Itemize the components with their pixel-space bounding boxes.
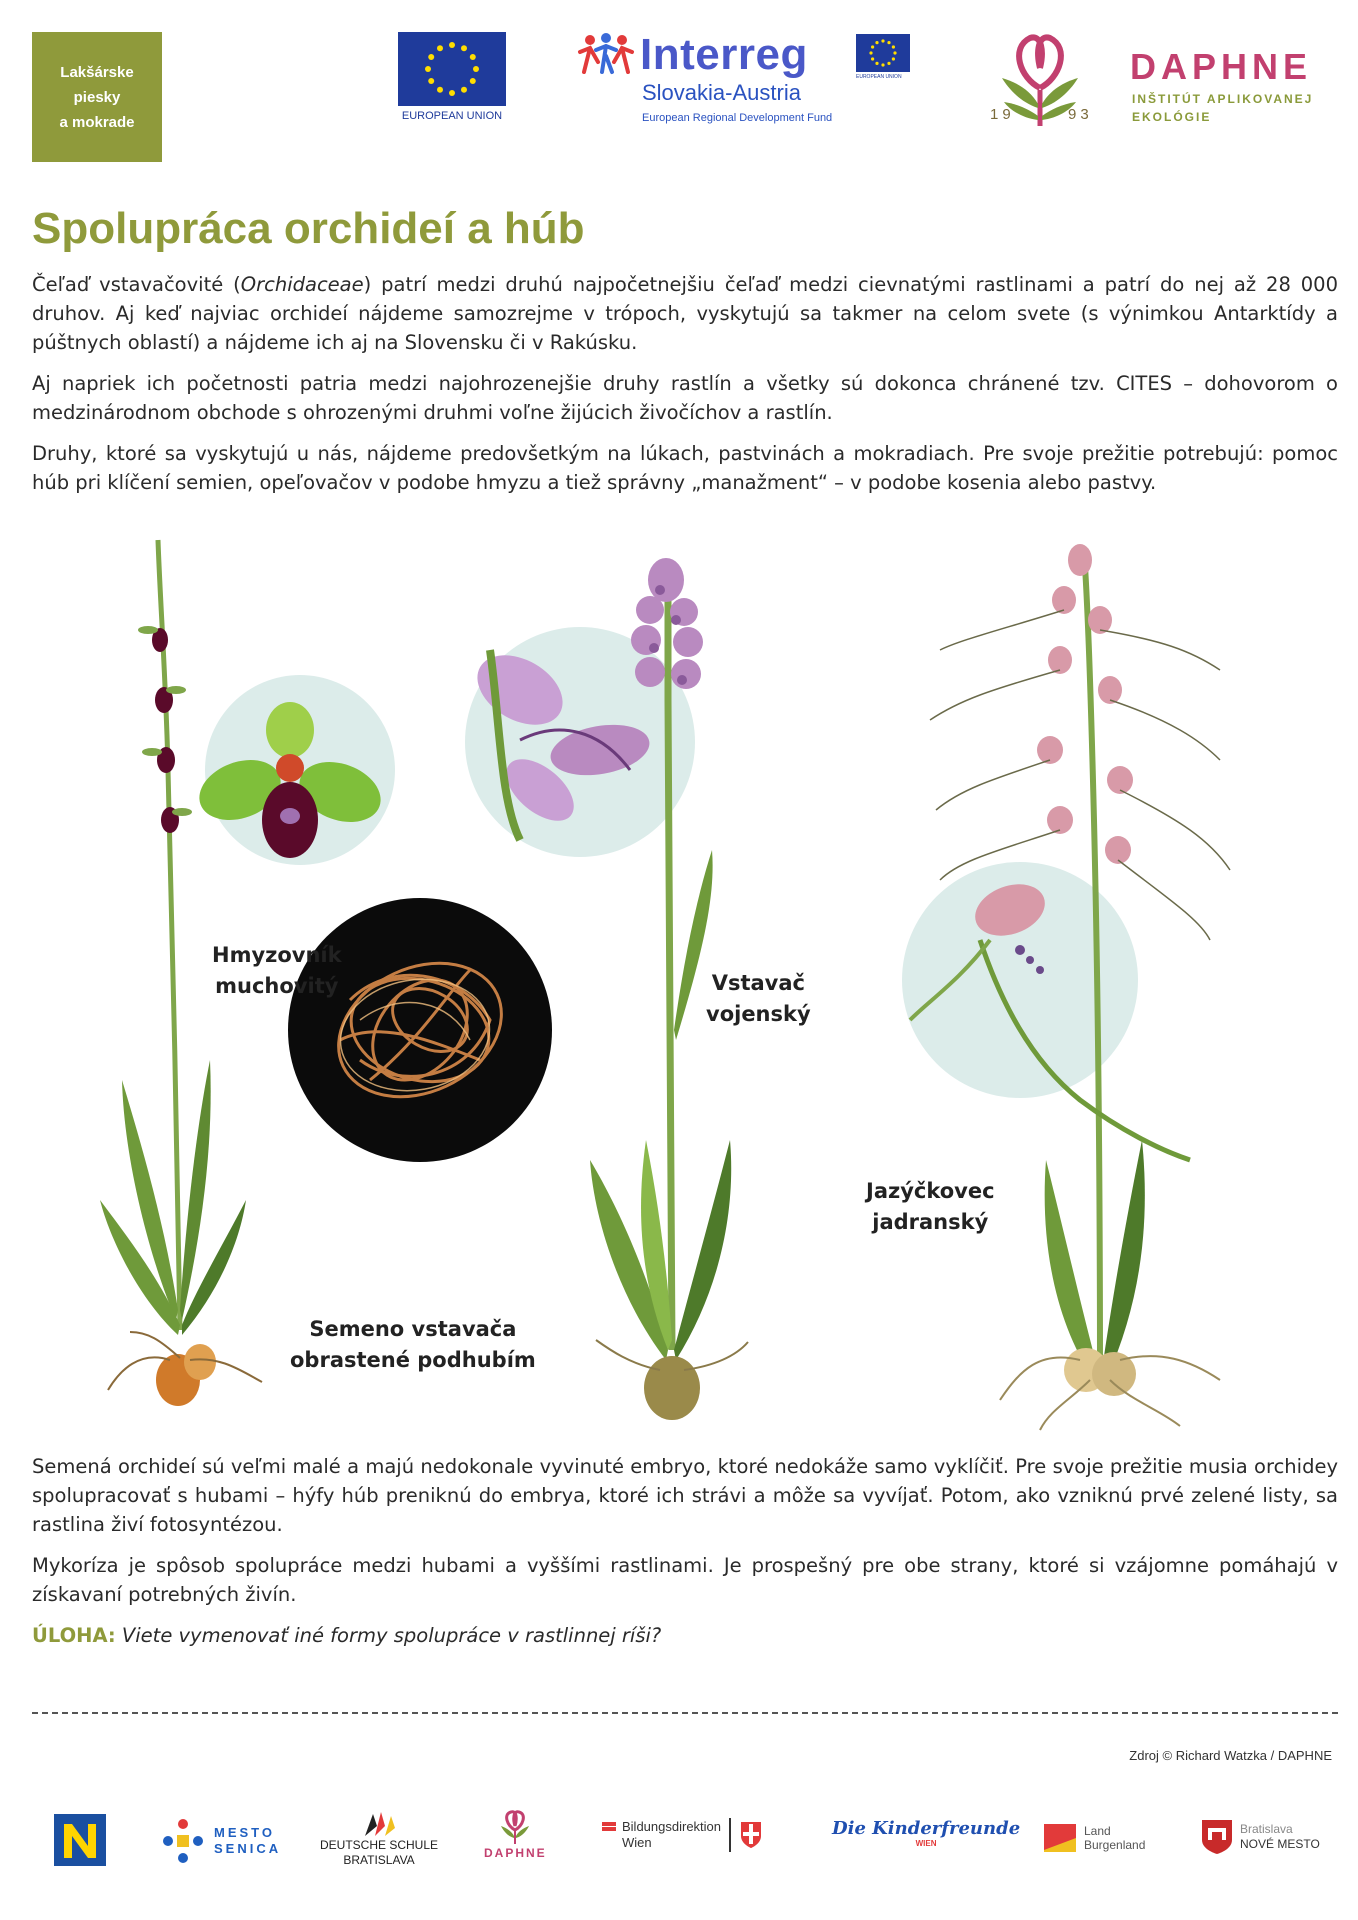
eu-star-icon (887, 41, 890, 44)
lakarske-logo-line2: piesky (73, 88, 121, 106)
lakarske-logo-line1: Lakšárske (60, 63, 134, 81)
senica-icon (158, 1816, 208, 1866)
daphne-year-left: 19 (990, 106, 1015, 123)
eu-star-icon (871, 45, 874, 48)
bildungsdirektion-line2: Wien (622, 1835, 652, 1850)
eu-star-icon (893, 51, 896, 54)
page-title: Spolupráca orchideí a húb (32, 204, 585, 253)
answer-line[interactable] (32, 1712, 1338, 1714)
eu-star-icon (892, 45, 895, 48)
eu-caption: EUROPEAN UNION (401, 110, 503, 122)
nove-mesto-line1: Bratislava (1240, 1822, 1293, 1836)
burgenland-line1: Land (1084, 1824, 1111, 1838)
eu-star-icon (887, 62, 890, 65)
eu-star-icon (875, 62, 878, 65)
eu-star-icon (449, 42, 455, 48)
bildungsdirektion-line1: Bildungsdirektion (622, 1819, 722, 1834)
intro-p1-end: ) patrí medzi druhú najpočetnejšiu čeľaď medzi cievnatými rastlinami a patrí do nej až 28 000 druhov. Aj keď najviac orchideí nájdeme samozrejme v trópoch, vyskytujú sa takmer na celom svete (s výnimkou Antarktídy a púštnych oblastí) a nájdeme ich aj na Slovensku či v Rakúsku. (32, 273, 1338, 354)
kinderfreunde-sub: WIEN (915, 1839, 937, 1848)
eu-star-icon (881, 63, 884, 66)
partner-logos (0, 1808, 1358, 1888)
austria-flag-icon (602, 1822, 616, 1836)
deutsche-schule-icon (359, 1808, 399, 1838)
interreg-fund: European Regional Development Fund (642, 112, 833, 124)
niederoesterreich-icon (52, 1812, 108, 1868)
daphne-name: DAPHNE (1130, 46, 1313, 87)
deutsche-schule-line2: BRATISLAVA (343, 1853, 415, 1867)
daphne-small-logo (484, 1808, 547, 1860)
bottom-paragraph-1: Semená orchideí sú veľmi malé a majú nedokonale vyvinuté embryo, ktoré nedokáže samo vyklíčiť. Pre svoje prežitie musia orchidey spolupracovať s hubami – hýfy húb preniknú do embrya, ktoré ich strávi a môže sa vyvíjať. Potom, ako vzniknú prvé zelené listy, sa rastlina živí fotosyntézou. (32, 1455, 1338, 1536)
daphne-logo (980, 28, 1340, 138)
deutsche-schule-line1: DEUTSCHE SCHULE (320, 1838, 439, 1852)
eu-star-icon (473, 66, 479, 72)
eu-star-icon (425, 66, 431, 72)
label-lizard-orchid-line1: Jazýčkovec (866, 1179, 995, 1203)
eu-star-icon (449, 90, 455, 96)
people-icon (576, 32, 636, 76)
eu-star-icon (871, 57, 874, 60)
intro-paragraph-3: Druhy, ktoré sa vyskytujú u nás, nájdeme predovšetkým na lúkach, pastvinách a mokradiach. Pre svoje prežitie potrebujú: pomoc húb pri klíčení semien, opeľovačov v podobe hmyzu a tiež správny „manažment“ – v podobe kosenia alebo pastvy. (32, 442, 1338, 494)
label-military-orchid-line2: vojenský (706, 1002, 811, 1026)
label-seed-line1: Semeno vstavača (309, 1317, 517, 1341)
senica-line1: MESTO (214, 1825, 275, 1840)
interreg-subtitle: Slovakia-Austria (642, 80, 801, 105)
eu-flag-icon (398, 32, 506, 106)
label-fly-orchid (212, 940, 342, 1002)
interreg-eu-caption: EUROPEAN UNION (856, 74, 902, 80)
eu-star-icon (470, 54, 476, 60)
daphne-year-right: 93 (1068, 106, 1093, 123)
bottom-text (32, 1452, 1338, 1662)
interreg-title: Interreg (640, 30, 808, 79)
label-fly-orchid-line2: muchovitý (215, 974, 339, 998)
deutsche-schule-logo (320, 1808, 438, 1868)
label-lizard-orchid-line2: jadranský (872, 1210, 989, 1234)
label-seed (290, 1314, 536, 1376)
eu-star-icon (875, 41, 878, 44)
kinderfreunde-logo (832, 1818, 1020, 1848)
intro-text (32, 270, 1338, 509)
eu-star-icon (428, 54, 434, 60)
eu-star-icon (428, 78, 434, 84)
label-seed-line2: obrastené podhubím (290, 1348, 536, 1372)
task-text: Viete vymenovať iné formy spolupráce v rastlinnej ríši? (121, 1624, 662, 1647)
niederoesterreich-logo (52, 1812, 108, 1868)
daphne-institute (1132, 90, 1332, 126)
eu-star-icon (461, 45, 467, 51)
orchid-illustration (0, 520, 1358, 1440)
nove-mesto-coat-of-arms-icon (1200, 1818, 1234, 1856)
bildungsdirektion-logo (602, 1818, 763, 1852)
eu-star-icon (437, 45, 443, 51)
intro-paragraph-2: Aj napriek ich početnosti patria medzi najohrozenejšie druhy rastlín a všetky sú dokonca chránené tzv. CITES – dohovorom o medzinárodnom obchode s ohrozenými druhmi voľne žijúcich živočíchov a rastlín. (32, 372, 1338, 424)
daphne-institute-line1: INŠTITÚT APLIKOVANEJ (1132, 92, 1314, 106)
eu-star-icon (470, 78, 476, 84)
eu-star-icon (881, 39, 884, 42)
intro-p1-start: Čeľaď vstavačovité ( (32, 273, 241, 296)
vienna-coat-of-arms-icon (739, 1820, 763, 1850)
lakarske-piesky-logo (32, 32, 162, 162)
task (32, 1621, 1338, 1650)
intro-p1-latin-name: Orchidaceae (240, 273, 364, 296)
senica-logo (158, 1816, 281, 1866)
eu-flag-small-icon (856, 34, 910, 72)
label-military-orchid-line1: Vstavač (711, 971, 805, 995)
kinderfreunde-name: Die Kinderfreunde (832, 1818, 1021, 1839)
eu-logo (396, 32, 508, 122)
senica-line2: SENICA (214, 1841, 282, 1856)
eu-star-icon (437, 87, 443, 93)
eu-star-icon (869, 51, 872, 54)
nove-mesto-line2: NOVÉ MESTO (1240, 1837, 1320, 1851)
bottom-paragraph-2: Mykoríza je spôsob spolupráce medzi hubami a vyššími rastlinami. Je prospešný pre obe strany, ktoré si vzájomne pomáhajú v získavaní potrebných živín. (32, 1554, 1338, 1606)
daphne-small-name: DAPHNE (484, 1846, 547, 1860)
seed-with-mycelium (288, 898, 552, 1162)
label-fly-orchid-line1: Hmyzovník (212, 943, 342, 967)
daphne-small-flower-icon (495, 1808, 535, 1846)
eu-star-icon (461, 87, 467, 93)
eu-star-icon (892, 57, 895, 60)
burgenland-logo (1042, 1820, 1145, 1856)
image-source: Zdroj © Richard Watzka / DAPHNE (1129, 1748, 1332, 1763)
label-military-orchid (706, 968, 811, 1030)
burgenland-line2: Burgenland (1084, 1838, 1146, 1852)
orchid-illustration-svg (0, 520, 1358, 1440)
intro-paragraph-1 (32, 270, 1338, 357)
daphne-institute-line2: EKOLÓGIE (1132, 110, 1212, 124)
burgenland-icon (1042, 1820, 1078, 1856)
label-lizard-orchid (866, 1176, 995, 1238)
lakarske-logo-line3: a mokrade (59, 113, 135, 131)
interreg-logo (576, 30, 916, 130)
nove-mesto-logo (1200, 1818, 1320, 1856)
task-label: ÚLOHA: (32, 1624, 116, 1647)
